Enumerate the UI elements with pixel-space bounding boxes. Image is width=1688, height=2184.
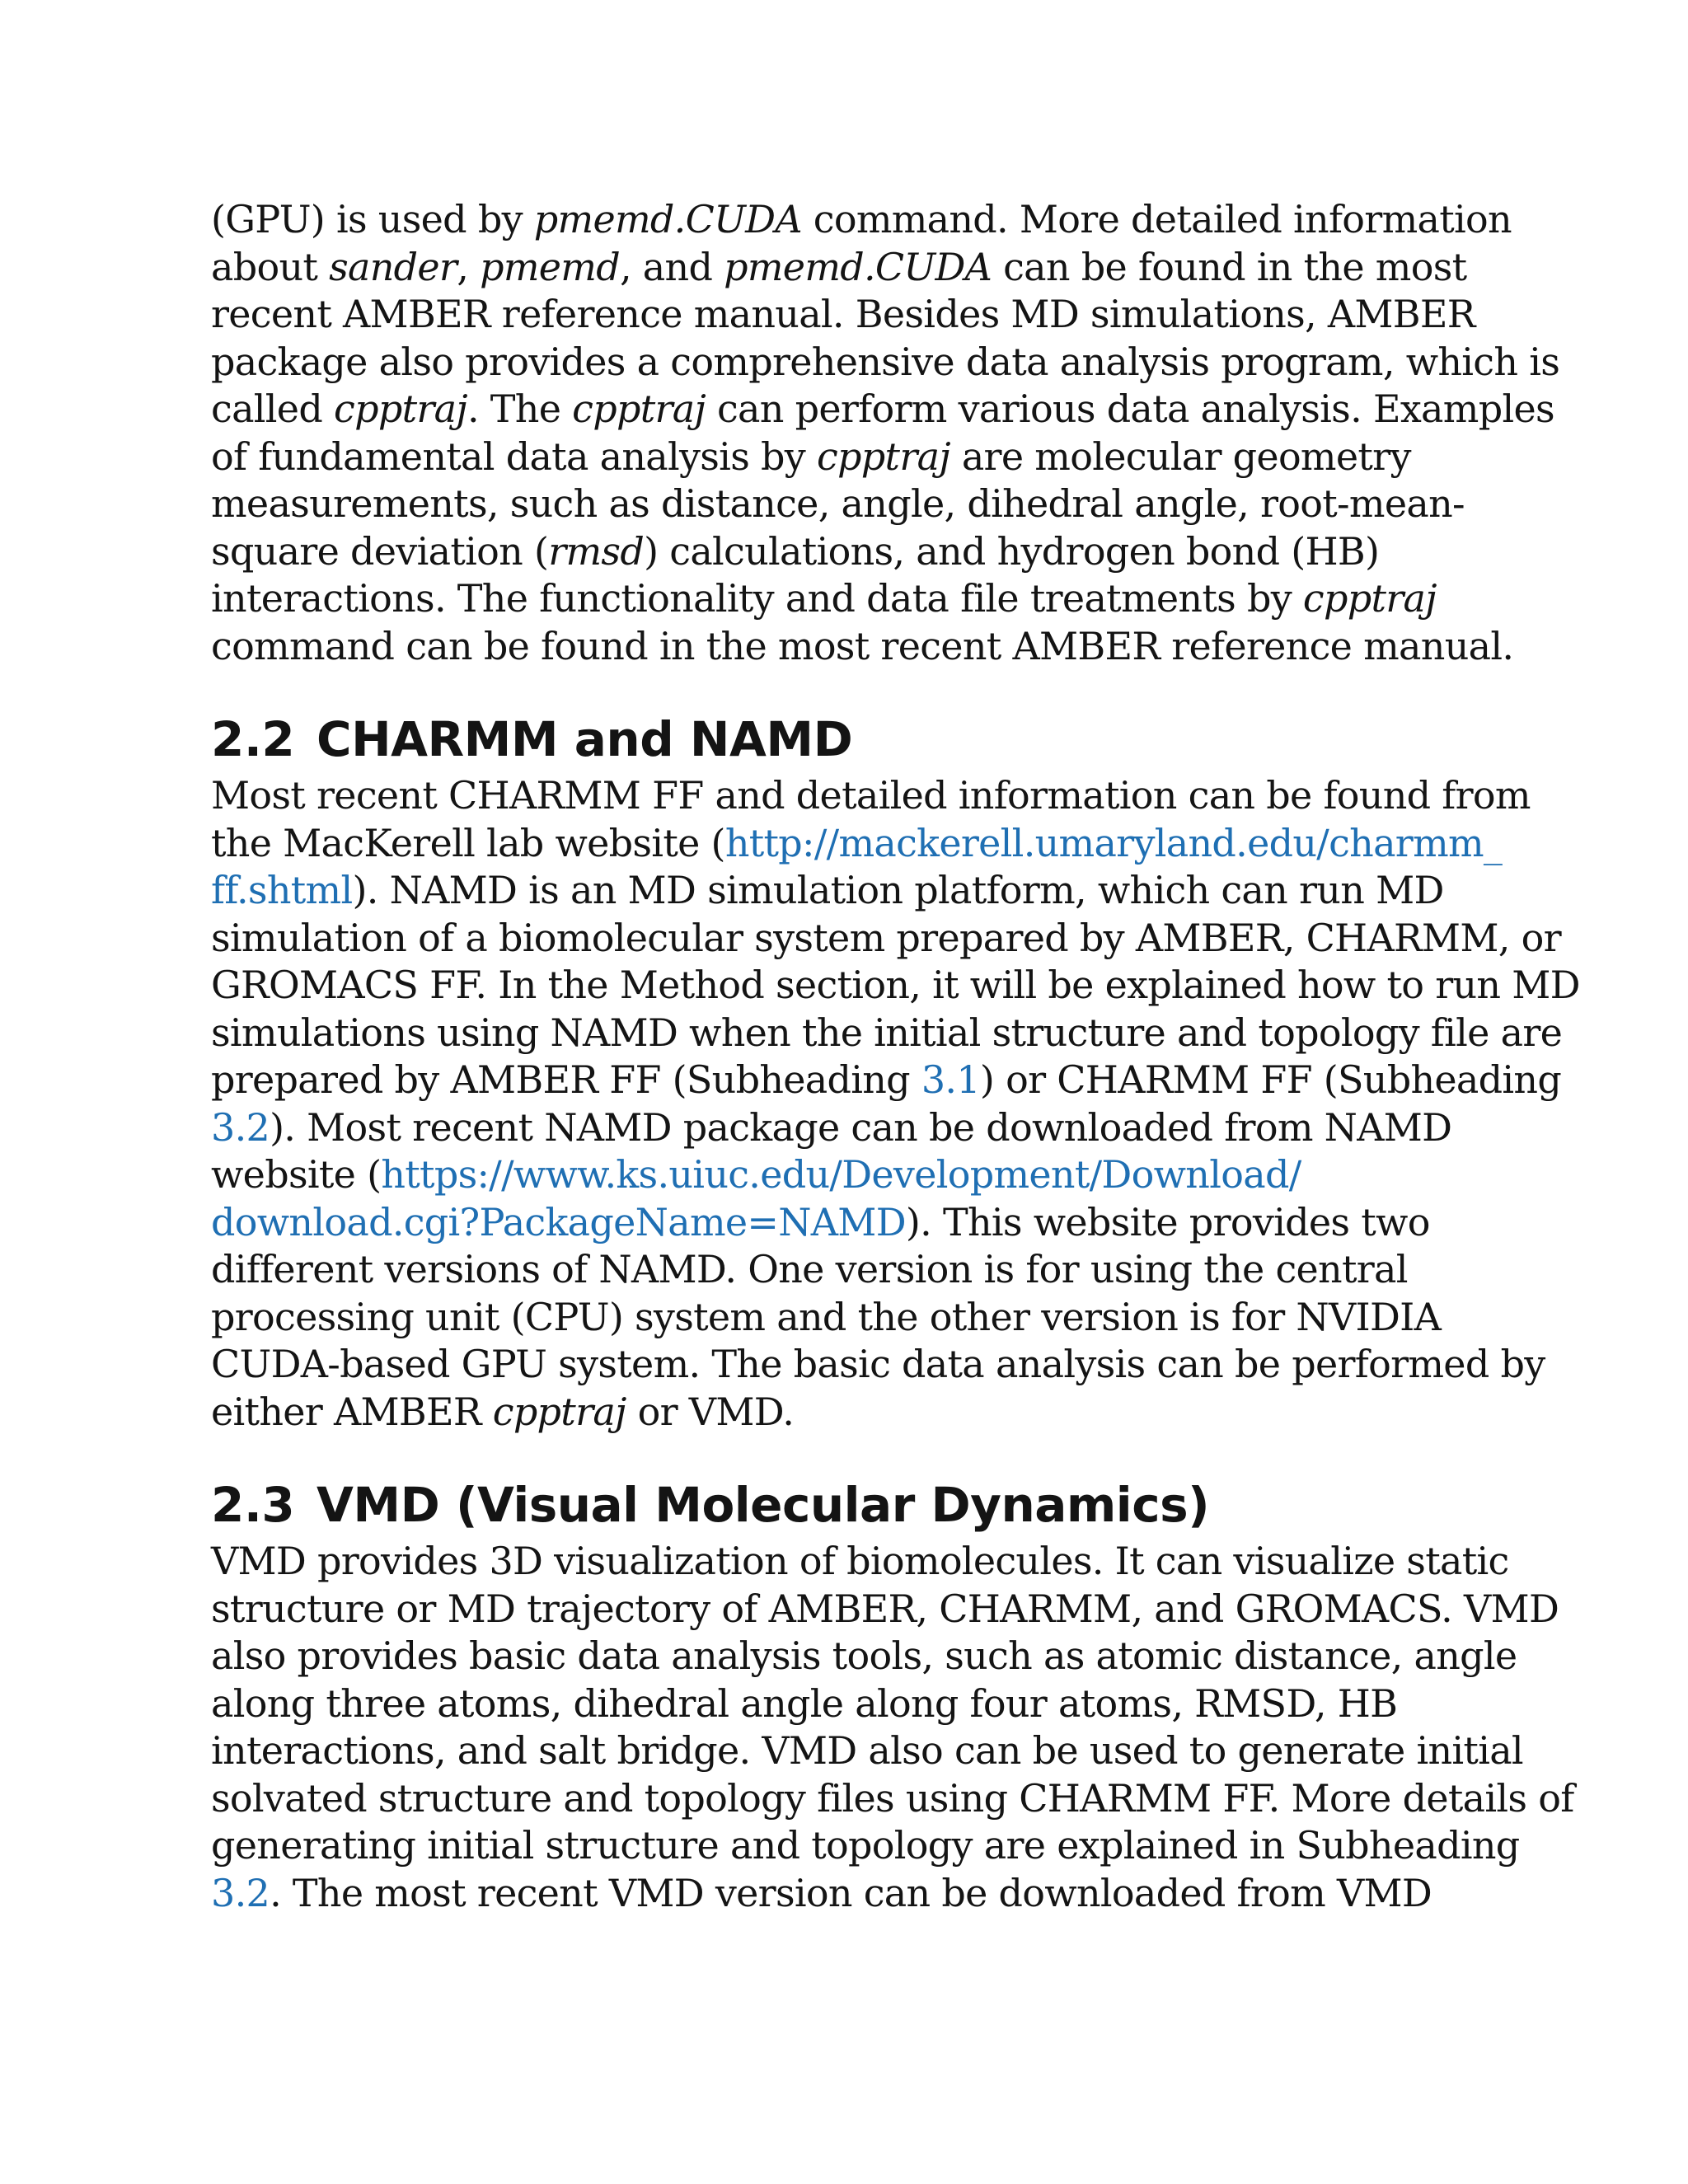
text-line [211,820,1503,868]
text-run: either AMBER [211,1389,493,1434]
text-run: ). Most recent NAMD package can be downloaded from NAMD [270,1104,1452,1150]
text-run: website ( [211,1152,382,1197]
section-2-2-paragraph [211,772,1580,1436]
text-line: interactions, and salt bridge. VMD also can be used to generate initial [211,1728,1523,1773]
text-line [211,1057,1562,1104]
namd-download-link-continued[interactable]: download.cgi?PackageName=NAMD [211,1199,906,1244]
section-title: VMD (Visual Molecular Dynamics) [316,1477,1210,1533]
text-line [211,867,1497,915]
text-run: interactions. The functionality and data file treatments by [211,576,1303,621]
italic-term: rmsd [548,528,645,574]
text-line: measurements, such as distance, angle, dihedral angle, root-mean- [211,481,1465,526]
text-line: CUDA-based GPU system. The basic data analysis can be performed by [211,1342,1545,1386]
text-run: , [457,244,481,289]
italic-term: cpptraj [1302,576,1437,621]
subheading-3-2-link[interactable]: 3.2 [211,1104,270,1150]
text-run: of fundamental data analysis by [211,434,817,479]
text-line: solvated structure and topology files using CHARMM FF. More details of [211,1775,1574,1821]
text-line: processing unit (CPU) system and the other version is for NVIDIA [211,1294,1442,1339]
text-line: also provides basic data analysis tools, such as atomic distance, angle [211,1633,1517,1678]
italic-term: pmemd.CUDA [533,197,802,241]
text-line [211,196,1512,244]
text-run: ). NAMD is an MD simulation platform, which can run MD [352,868,1444,912]
section-title: CHARMM and NAMD [316,711,853,767]
section-2-2-heading [211,711,1497,767]
namd-download-link[interactable]: https://www.ks.uiuc.edu/Development/Download/ [381,1152,1301,1197]
text-run: ) calculations, and hydrogen bond (HB) [644,528,1380,574]
text-line [211,1199,1497,1247]
text-run: are molecular geometry [950,434,1411,479]
section-2-3-paragraph [211,1538,1574,1917]
charmm-ff-link[interactable]: http://mackerell.umaryland.edu/charmm_ [724,820,1503,865]
subheading-3-2-link[interactable]: 3.2 [211,1870,270,1915]
italic-term: cpptraj [816,434,950,479]
italic-term: pmemd [480,244,620,289]
text-line [211,244,1497,292]
text-line: simulations using NAMD when the initial structure and topology file are [211,1010,1563,1055]
italic-term: cpptraj [572,387,706,431]
text-line [211,1104,1497,1152]
text-line: along three atoms, dihedral angle along four atoms, RMSD, HB [211,1680,1398,1726]
text-line [211,1389,1497,1436]
text-run: ). This website provides two [905,1199,1430,1244]
text-line: VMD provides 3D visualization of biomolecules. It can visualize static [211,1539,1509,1583]
section-number: 2.2 [211,711,295,767]
text-line: different versions of NAMD. One version is for using the central [211,1247,1408,1291]
text-run: , and [619,244,724,289]
text-line: Most recent CHARMM FF and detailed information can be found from [211,773,1531,818]
text-line: generating initial structure and topology are explained in Subheading [211,1823,1520,1868]
text-run: about [211,244,330,289]
text-line [211,1870,1497,1918]
text-run: or VMD. [626,1389,795,1434]
text-line: GROMACS FF. In the Method section, it will be explained how to run MD [211,963,1580,1007]
text-line: structure or MD trajectory of AMBER, CHARMM, and GROMACS. VMD [211,1586,1559,1631]
text-run: prepared by AMBER FF (Subheading [211,1057,921,1102]
text-line: simulation of a biomolecular system prepared by AMBER, CHARMM, or [211,915,1561,960]
text-line: recent AMBER reference manual. Besides MD simulations, AMBER [211,292,1475,336]
text-line [211,1151,1497,1199]
text-line [211,386,1554,434]
document-page [211,196,1580,1917]
text-line [211,575,1497,623]
section-number: 2.3 [211,1477,295,1533]
italic-term: pmemd.CUDA [724,244,992,289]
text-run: can perform various data analysis. Examples [706,387,1554,431]
subheading-3-1-link[interactable]: 3.1 [921,1057,980,1102]
text-run: ) or CHARMM FF (Subheading [979,1057,1562,1102]
text-line: package also provides a comprehensive data analysis program, which is [211,339,1560,384]
text-run: (GPU) is used by [211,197,534,241]
text-line: command can be found in the most recent AMBER reference manual. [211,623,1514,668]
italic-term: cpptraj [334,387,467,431]
text-run: can be found in the most [992,244,1467,289]
text-run: square deviation ( [211,528,549,574]
italic-term: sander [329,244,457,289]
charmm-ff-link-continued[interactable]: ff.shtml [211,868,353,912]
section-2-3-heading [211,1477,1497,1533]
text-line [211,434,1497,481]
text-run: command. More detailed information [801,197,1512,241]
text-run: the MacKerell lab website ( [211,820,725,865]
intro-paragraph [211,196,1560,670]
text-run: . The [467,387,573,431]
italic-term: cpptraj [492,1389,626,1434]
text-line [211,528,1497,576]
text-run: called [211,387,335,431]
text-run: . The most recent VMD version can be downloaded from VMD [270,1870,1432,1915]
